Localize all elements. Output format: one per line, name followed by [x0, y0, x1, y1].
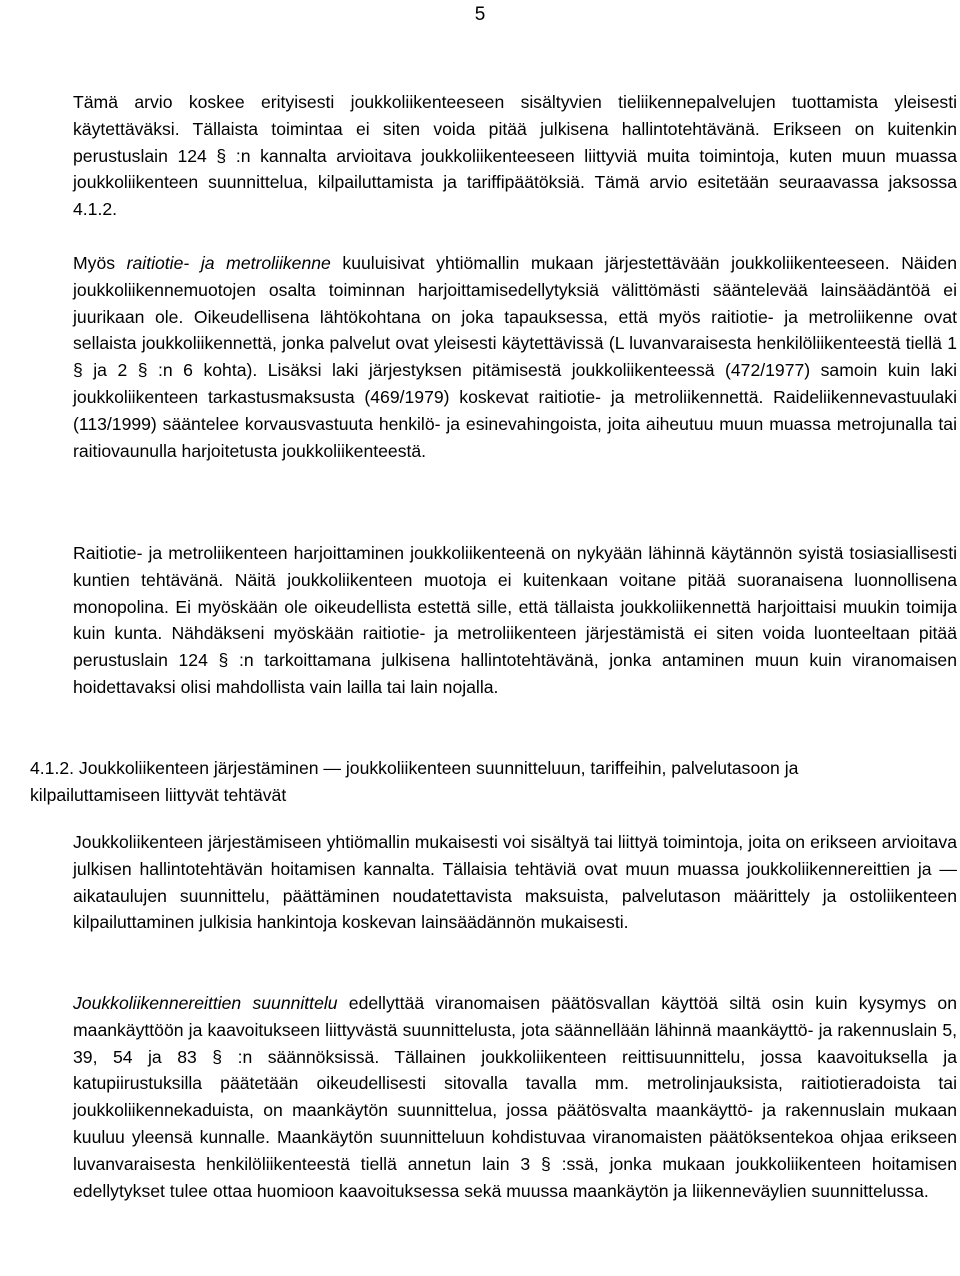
paragraph-3: Raitiotie- ja metroliikenteen harjoittaminen joukkoliikenteenä on nykyään lähinnä käytännön syistä tosiasiallisesti kuntien tehtävänä. Näitä joukkoliikenteen muotoja ei kuitenkaan voitane pitää suoranaisena luonnollisena monopolina. Ei myöskään ole oikeudellista estettä sille, että tällaista joukkoliikennettä harjoittaisi muukin toimija kuin kunta. Nähdäkseni myöskään raitiotie- ja metroliikenteen järjestämistä ei siten voida luonteeltaan pitää perustuslain 124 § :n tarkoittamana julkisena hallintotehtävänä, jonka antaminen muun kuin viranomaisen hoidettavaksi olisi mahdollista vain lailla tai lain nojalla.: [73, 543, 957, 697]
paragraph-2: [73, 250, 957, 464]
section-heading-4-1-2: 4.1.2. Joukkoliikenteen järjestäminen — joukkoliikenteen suunnitteluun, tariffeihin, palvelutasoon ja kilpailuttamiseen liittyvät tehtävät: [30, 758, 799, 805]
paragraph-1: Tämä arvio koskee erityisesti joukkoliikenteeseen sisältyvien tieliikennepalvelujen tuottamista yleisesti käytettäväksi. Tällaista toimintaa ei siten voida pitää julkisena hallintotehtävänä. Erikseen on kuitenkin perustuslain 124 § :n kannalta arvioitava joukkoliikenteeseen liittyviä muita toimintoja, kuten muun muassa joukkoliikenteen suunnittelua, kilpailuttamista ja tariffipäätöksiä. Tämä arvio esitetään seuraavassa jaksossa 4.1.2.: [73, 92, 957, 220]
paragraph-2-body: kuuluisivat yhtiömallin mukaan järjestettävään joukkoliikenteeseen. Näiden joukkoliikennemuotojen osalta toiminnan harjoittamisedellytyksiä välittömästi sääntelevää lainsäädäntöä ei juurikaan ole. Oikeudellisena lähtökohtana on joka tapauksessa, että myös raitiotie- ja metroliikenne ovat sellaista joukkoliikennettä, jonka palvelut ovat yleisesti käytettävissä (L luvanvaraisesta henkilöliikenteestä tiellä 1 § ja 2 § :n 6 kohta). Lisäksi laki järjestyksen pitämisestä joukkoliikenteessä (472/1977) samoin kuin laki joukkoliikenteen tarkastusmaksusta (469/1979) koskevat raitiotie- ja metroliikennettä. Raideliikennevastuulaki (113/1999) sääntelee korvausvastuuta henkilö- ja esinevahingoista, joita aiheutuu muun muassa metrojunalla tai raitiovaunulla harjoitetusta joukkoliikenteestä.: [73, 253, 957, 461]
paragraph-2-italic-term: raitiotie- ja metroliikenne: [126, 253, 331, 273]
paragraph-5-body: edellyttää viranomaisen päätösvallan käyttöä siltä osin kuin kysymys on maankäyttöön ja kaavoitukseen liittyvästä suunnittelusta, jota säännellään lähinnä maankäyttö- ja rakennuslain 5, 39, 54 ja 83 § :n säännöksissä. Tällainen joukkoliikenteen reittisuunnittelu, jossa kaavoituksella ja katupiirustuksilla päätetään oikeudellisesti sitovalla tavalla mm. metrolinjauksista, raitiotieradoista tai joukkoliikennekaduista, on maankäytön suunnittelua, jossa päätösvalta maankäyttö- ja rakennuslain mukaan kuuluu yleensä kunnalle. Maankäytön suunnitteluun kohdistuvaa viranomaisten päätöksentekoa ohjaa erikseen luvanvaraisesta henkilöliikenteestä tiellä annetun lain 3 § :ssä, jonka mukaan joukkoliikenteen hoitamisen edellytykset tulee ottaa huomioon kaavoituksessa sekä muussa maankäytön ja liikenneväylien suunnittelussa.: [73, 993, 958, 1201]
paragraph-5-italic-term: Joukkoliikennereittien suunnittelu: [73, 993, 338, 1013]
page-number: 5: [474, 4, 486, 25]
paragraph-5: [73, 990, 957, 1204]
paragraph-2-lead: Myös: [73, 253, 127, 273]
paragraph-4: Joukkoliikenteen järjestämiseen yhtiömallin mukaisesti voi sisältyä tai liittyä toimintoja, joita on erikseen arvioitava julkisen hallintotehtävän hoitamisen kannalta. Tällaisia tehtäviä ovat muun muassa joukkoliikennereittien ja —aikataulujen suunnittelu, päättäminen noudatettavista maksuista, palvelutason määrittely ja ostoliikenteen kilpailuttaminen julkisia hankintoja koskevan lainsäädännön mukaisesti.: [73, 832, 957, 933]
